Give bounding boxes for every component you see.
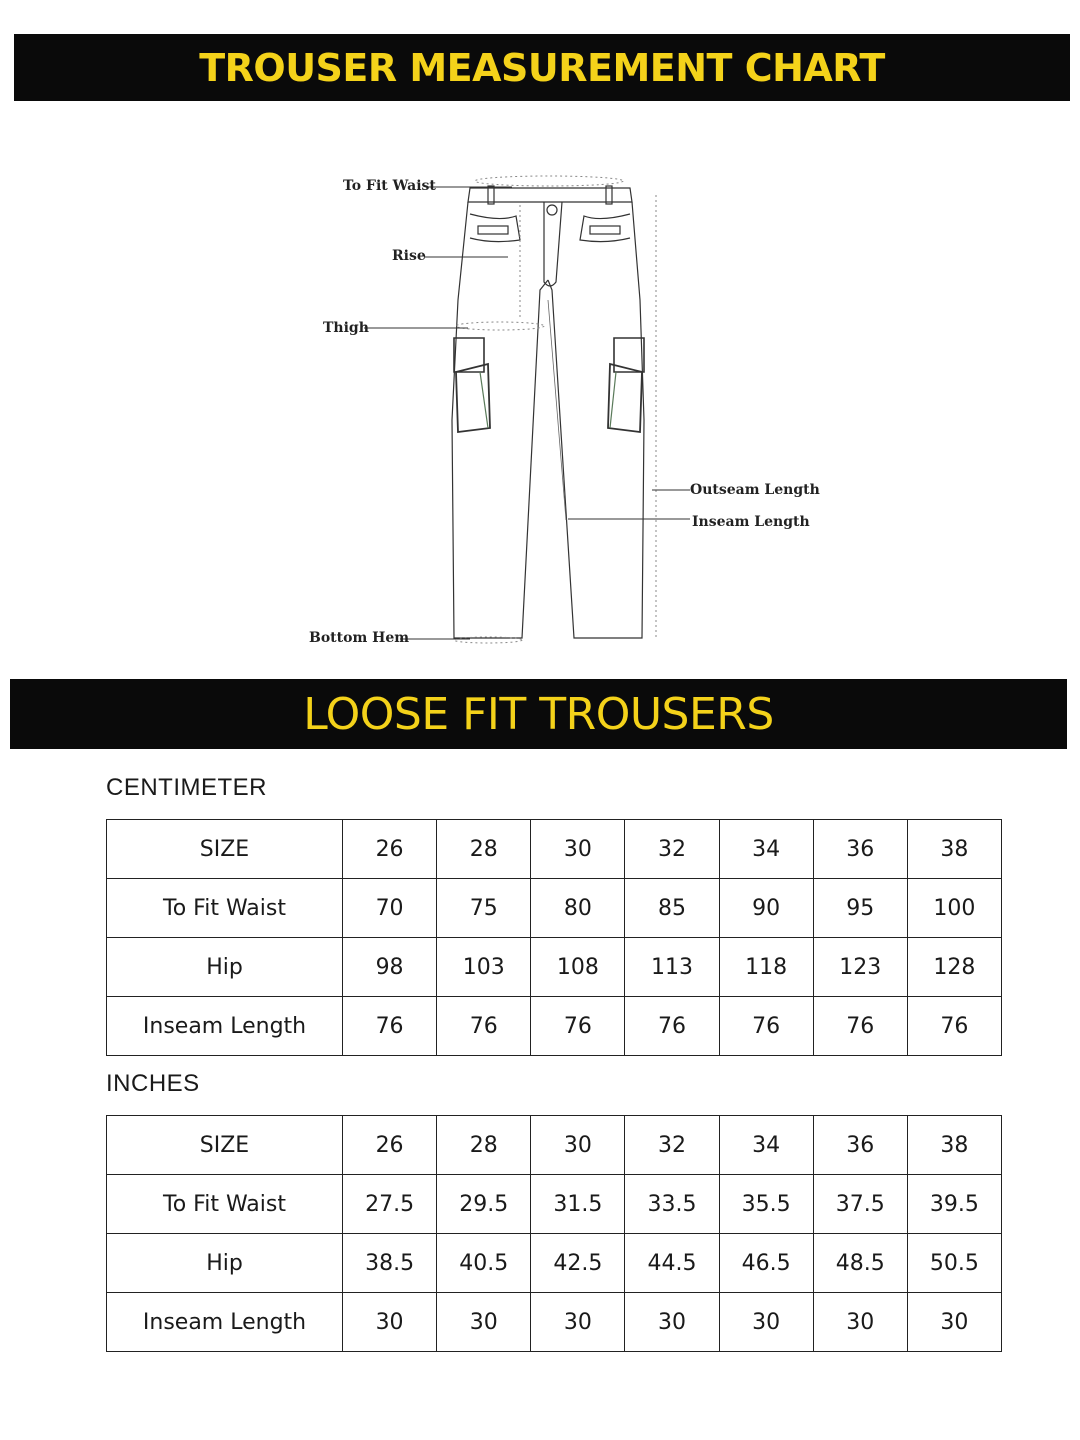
trouser-diagram xyxy=(0,120,1080,660)
table-cell: 30 xyxy=(437,1293,531,1352)
table-cell: 35.5 xyxy=(719,1175,813,1234)
callout-to-fit-waist: To Fit Waist xyxy=(343,178,436,194)
section-title-banner xyxy=(10,679,1067,749)
row-label: Hip xyxy=(107,938,343,997)
table-cell: 98 xyxy=(343,938,437,997)
table-cell: 30 xyxy=(813,1293,907,1352)
table-cell: 26 xyxy=(343,1116,437,1175)
table-cell: 76 xyxy=(813,997,907,1056)
row-label: SIZE xyxy=(107,820,343,879)
section-title: LOOSE FIT TROUSERS xyxy=(303,688,774,740)
table-cell: 76 xyxy=(625,997,719,1056)
row-label: To Fit Waist xyxy=(107,879,343,938)
table-cell: 39.5 xyxy=(907,1175,1001,1234)
row-label: Inseam Length xyxy=(107,997,343,1056)
table-cell: 30 xyxy=(719,1293,813,1352)
table-cell: 76 xyxy=(343,997,437,1056)
table-cell: 30 xyxy=(531,1116,625,1175)
table-cell: 50.5 xyxy=(907,1234,1001,1293)
table-cell: 37.5 xyxy=(813,1175,907,1234)
table-cell: 30 xyxy=(625,1293,719,1352)
table-cell: 113 xyxy=(625,938,719,997)
table-cell: 31.5 xyxy=(531,1175,625,1234)
table-row xyxy=(107,1116,1002,1175)
table-cell: 34 xyxy=(719,1116,813,1175)
table-cell: 85 xyxy=(625,879,719,938)
table-row xyxy=(107,1293,1002,1352)
table-cell: 30 xyxy=(343,1293,437,1352)
table-cell: 95 xyxy=(813,879,907,938)
table-cell: 44.5 xyxy=(625,1234,719,1293)
table-cell: 76 xyxy=(907,997,1001,1056)
table-cell: 30 xyxy=(531,1293,625,1352)
table-cell: 70 xyxy=(343,879,437,938)
table-cell: 32 xyxy=(625,820,719,879)
chart-title-banner xyxy=(14,34,1070,101)
table-cell: 108 xyxy=(531,938,625,997)
table-cell: 76 xyxy=(719,997,813,1056)
table-row xyxy=(107,1234,1002,1293)
row-label: Hip xyxy=(107,1234,343,1293)
table-cell: 76 xyxy=(531,997,625,1056)
table-cell: 128 xyxy=(907,938,1001,997)
table-cell: 42.5 xyxy=(531,1234,625,1293)
callout-rise: Rise xyxy=(392,248,426,264)
table-cell: 80 xyxy=(531,879,625,938)
table-cell: 36 xyxy=(813,820,907,879)
table-cell: 75 xyxy=(437,879,531,938)
table-cell: 40.5 xyxy=(437,1234,531,1293)
table-cell: 30 xyxy=(907,1293,1001,1352)
row-label: Inseam Length xyxy=(107,1293,343,1352)
callout-outseam-length: Outseam Length xyxy=(690,482,820,498)
table-cell: 34 xyxy=(719,820,813,879)
table-cell: 36 xyxy=(813,1116,907,1175)
table-cell: 29.5 xyxy=(437,1175,531,1234)
unit-label-centimeter: CENTIMETER xyxy=(106,774,267,801)
table-cell: 100 xyxy=(907,879,1001,938)
table-cell: 30 xyxy=(531,820,625,879)
size-table-centimeter xyxy=(106,819,1002,1056)
unit-label-inches: INCHES xyxy=(106,1070,200,1097)
table-cell: 38.5 xyxy=(343,1234,437,1293)
table-cell: 46.5 xyxy=(719,1234,813,1293)
table-cell: 48.5 xyxy=(813,1234,907,1293)
table-row xyxy=(107,879,1002,938)
callout-inseam-length: Inseam Length xyxy=(692,514,810,530)
trouser-illustration xyxy=(0,120,1080,660)
table-cell: 103 xyxy=(437,938,531,997)
table-cell: 32 xyxy=(625,1116,719,1175)
table-cell: 28 xyxy=(437,1116,531,1175)
callout-bottom-hem: Bottom Hem xyxy=(309,630,410,646)
table-cell: 26 xyxy=(343,820,437,879)
row-label: To Fit Waist xyxy=(107,1175,343,1234)
callout-thigh: Thigh xyxy=(323,320,369,336)
table-cell: 118 xyxy=(719,938,813,997)
table-cell: 123 xyxy=(813,938,907,997)
chart-title: TROUSER MEASUREMENT CHART xyxy=(199,45,885,90)
table-cell: 27.5 xyxy=(343,1175,437,1234)
table-cell: 90 xyxy=(719,879,813,938)
table-row xyxy=(107,820,1002,879)
table-cell: 28 xyxy=(437,820,531,879)
table-row xyxy=(107,997,1002,1056)
table-cell: 33.5 xyxy=(625,1175,719,1234)
table-cell: 38 xyxy=(907,820,1001,879)
table-cell: 38 xyxy=(907,1116,1001,1175)
table-row xyxy=(107,1175,1002,1234)
row-label: SIZE xyxy=(107,1116,343,1175)
table-row xyxy=(107,938,1002,997)
table-cell: 76 xyxy=(437,997,531,1056)
size-table-inches xyxy=(106,1115,1002,1352)
